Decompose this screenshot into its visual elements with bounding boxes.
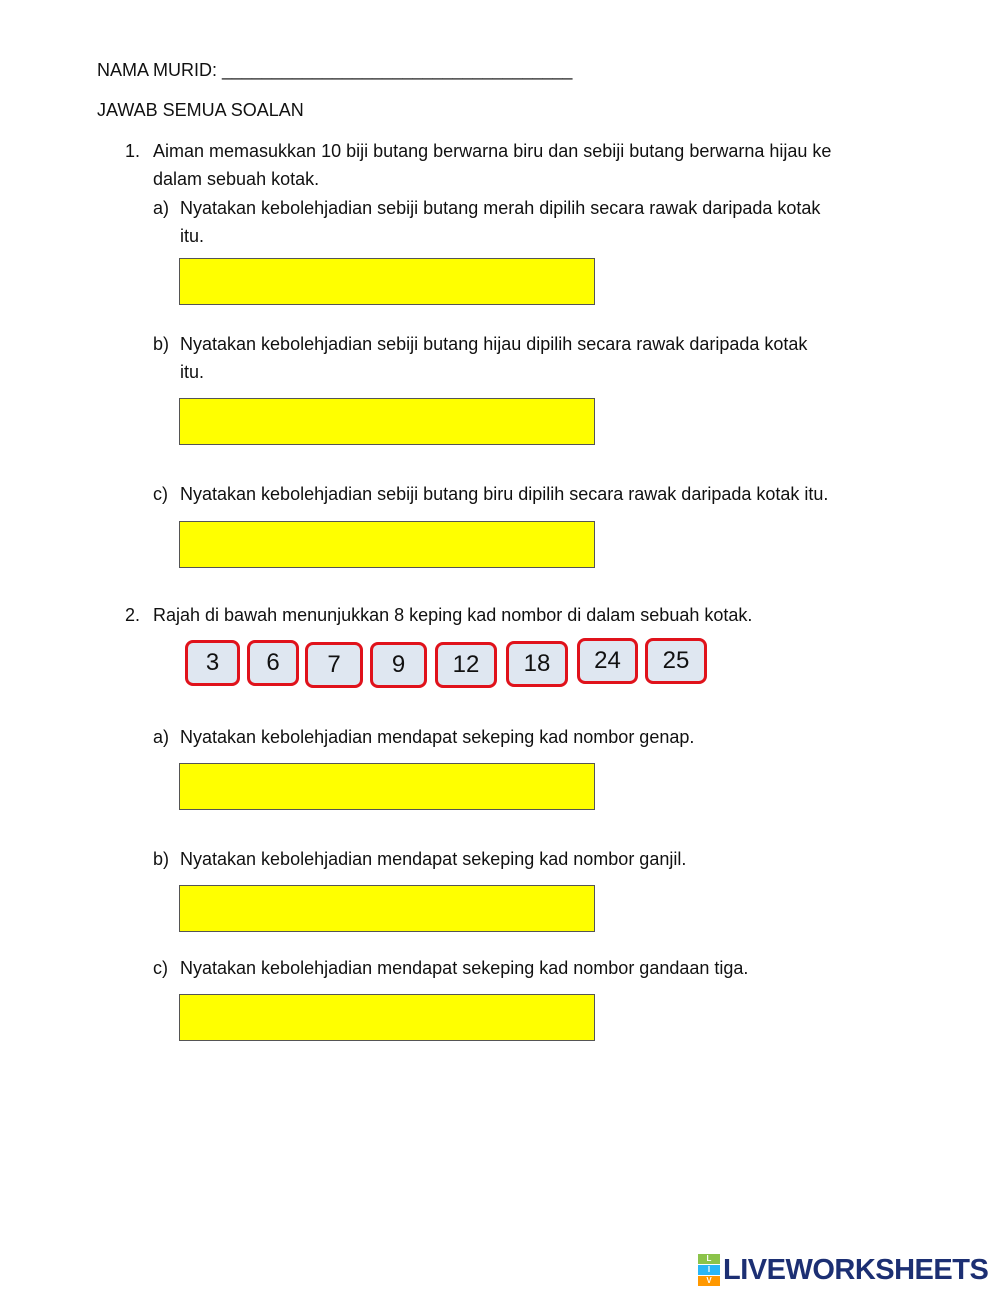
question-2-number: 2.: [125, 605, 141, 625]
number-card: 3: [185, 640, 240, 686]
question-2a-label: a): [153, 727, 170, 747]
number-card: 6: [247, 640, 299, 686]
question-2-text: Rajah di bawah menunjukkan 8 keping kad nombor di dalam sebuah kotak.: [153, 605, 753, 625]
answer-box-1a[interactable]: [179, 258, 595, 305]
number-card: 12: [435, 642, 497, 688]
answer-box-1b[interactable]: [179, 398, 595, 445]
number-card: 9: [370, 642, 427, 688]
number-card: 7: [305, 642, 363, 688]
question-2c-text: Nyatakan kebolehjadian mendapat sekeping kad nombor gandaan tiga.: [180, 958, 749, 978]
answer-box-2a[interactable]: [179, 763, 595, 810]
answer-box-1c[interactable]: [179, 521, 595, 568]
student-name-line: NAMA MURID: ___________________________________: [97, 60, 573, 80]
liveworksheets-logo: [698, 1252, 988, 1288]
question-1c-text: Nyatakan kebolehjadian sebiji butang biru dipilih secara rawak daripada kotak itu.: [180, 484, 829, 504]
logo-mark-letter: I: [698, 1265, 720, 1275]
number-cards: [185, 638, 725, 694]
question-1b-text-line2: itu.: [180, 362, 205, 382]
question-1-number: 1.: [125, 141, 141, 161]
question-1a-text-line2: itu.: [180, 226, 205, 246]
number-card: 24: [577, 638, 638, 684]
logo-mark-letter: L: [698, 1254, 720, 1264]
question-2c-label: c): [153, 958, 168, 978]
question-1b-label: b): [153, 334, 170, 354]
answer-box-2b[interactable]: [179, 885, 595, 932]
answer-box-2c[interactable]: [179, 994, 595, 1041]
question-1-text-line2: dalam sebuah kotak.: [153, 169, 320, 189]
logo-mark-letter: V: [698, 1276, 720, 1286]
question-2b-label: b): [153, 849, 170, 869]
question-2b-text: Nyatakan kebolehjadian mendapat sekeping kad nombor ganjil.: [180, 849, 687, 869]
logo-mark-icon: [698, 1254, 720, 1287]
instruction-text: JAWAB SEMUA SOALAN: [97, 100, 304, 120]
logo-text: LIVEWORKSHEETS: [723, 1253, 989, 1286]
question-1b-text-line1: Nyatakan kebolehjadian sebiji butang hijau dipilih secara rawak daripada kotak: [180, 334, 808, 354]
number-card: 25: [645, 638, 707, 684]
question-1a-label: a): [153, 198, 170, 218]
question-1a-text-line1: Nyatakan kebolehjadian sebiji butang merah dipilih secara rawak daripada kotak: [180, 198, 821, 218]
question-1-text-line1: Aiman memasukkan 10 biji butang berwarna biru dan sebiji butang berwarna hijau ke: [153, 141, 832, 161]
question-2a-text: Nyatakan kebolehjadian mendapat sekeping kad nombor genap.: [180, 727, 695, 747]
number-card: 18: [506, 641, 568, 687]
question-1c-label: c): [153, 484, 168, 504]
